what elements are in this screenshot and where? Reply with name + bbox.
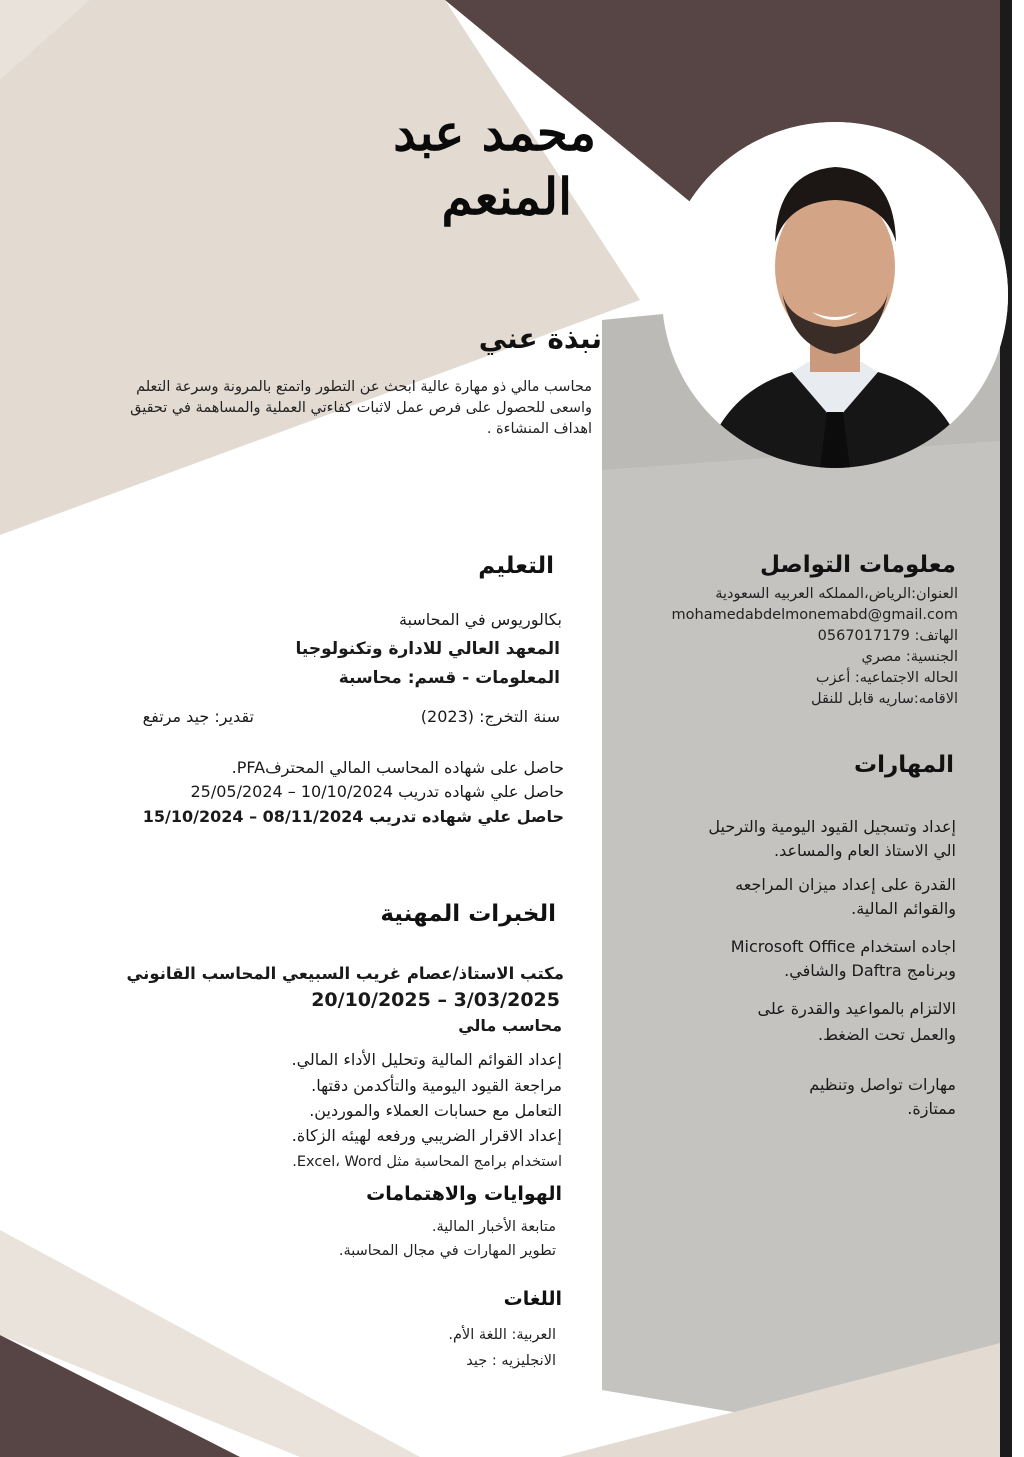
hobbies-title: الهوايات والاهتمامات [366,1183,562,1205]
task-3: التعامل مع حسابات العملاء والموردين. [309,1101,562,1120]
graduation-year: سنة التخرج: (2023) [420,707,560,726]
experience-company: مكتب الاستاذ/عصام غريب السبيعي المحاسب القانوني [126,964,564,983]
contact-title: معلومات التواصل [760,552,956,578]
about-title: نبذة عني [478,322,602,355]
certificate-2: حاصل علي شهاده تدريب 10/10/2024 – 25/05/2024 [190,782,564,801]
task-4: إعداد الاقرار الضريبي ورفعه لهيئه الزكاة. [291,1126,562,1145]
skill-5-line-1: مهارات تواصل وتنظيم [809,1075,956,1094]
profile-photo [662,122,1008,468]
skill-3-line-2: وبرنامج Daftra والشافي. [784,961,956,980]
language-arabic: العربية: اللغة الأم. [448,1327,556,1343]
skill-1-line-1: إعداد وتسجيل القيود اليومية والترحيل [708,817,956,836]
about-line-1: محاسب مالي ذو مهارة عالية ابحث عن التطور واتمتع بالمرونة وسرعة التعلم [136,379,592,395]
experience-dates: 20/10/2025 – 3/03/2025 [311,989,560,1011]
contact-phone: الهاتف: 0567017179 [817,628,958,644]
about-line-2: واسعى للحصول على فرص عمل لاثبات كفاءتي العملية والمساهمة في تحقيق [130,400,592,416]
hobby-2: تطوير المهارات في مجال المحاسبة. [338,1243,556,1259]
skill-1-line-2: الي الاستاذ العام والمساعد. [773,841,956,860]
contact-marital: الحاله الاجتماعيه: أعزب [815,670,958,686]
language-english: الانجليزيه : جيد [466,1353,556,1369]
certificate-3: حاصل علي شهاده تدريب 08/11/2024 – 15/10/2024 [142,807,564,826]
skill-4-line-1: الالتزام بالمواعيد والقدرة على [757,999,956,1018]
education-department: المعلومات - قسم: محاسبة [338,668,560,688]
education-degree: بكالوريوس في المحاسبة [398,610,562,629]
full-name-line1: محمد عبد [393,103,596,162]
contact-residence: الاقامه:ساريه قابل للنقل [811,691,958,707]
about-line-3: اهداف المنشاءة . [486,421,592,437]
skill-5-line-2: ممتازة. [907,1099,956,1118]
full-name-line2: المنعم [441,167,572,226]
right-edge [1000,0,1012,1457]
skills-title: المهارات [854,752,954,778]
graduation-grade: تقدير: جيد مرتفع [142,707,254,726]
contact-address: العنوان:الرياض،المملكه العربيه السعودية [715,586,958,602]
education-institute: المعهد العالي للادارة وتكنولوجيا [295,639,560,659]
experience-role: محاسب مالي [458,1016,562,1035]
task-2: مراجعة القيود اليومية والتأكدمن دقتها. [311,1076,562,1095]
contact-email[interactable]: mohamedabdelmonemabd@gmail.com [671,607,958,623]
skill-4-line-2: والعمل تحت الضغط. [818,1025,956,1044]
person-avatar-icon [662,122,1008,468]
hobby-1: متابعة الأخبار المالية. [431,1219,556,1235]
skill-2-line-1: القدرة على إعداد ميزان المراجعه [735,875,956,894]
skill-3-line-1: اجاده استخدام Microsoft Office [730,937,956,956]
languages-title: اللغات [503,1288,562,1310]
experience-title: الخبرات المهنية [380,901,556,927]
skill-2-line-2: والقوائم المالية. [851,899,956,918]
education-title: التعليم [478,553,554,579]
contact-nationality: الجنسية: مصري [861,649,958,665]
task-5: استخدام برامج المحاسبة مثل Excel، Word. [292,1154,562,1170]
task-1: إعداد القوائم المالية وتحليل الأداء المالي. [291,1050,562,1069]
certificate-1: حاصل على شهاده المحاسب المالي المحترفPFA. [231,758,564,777]
